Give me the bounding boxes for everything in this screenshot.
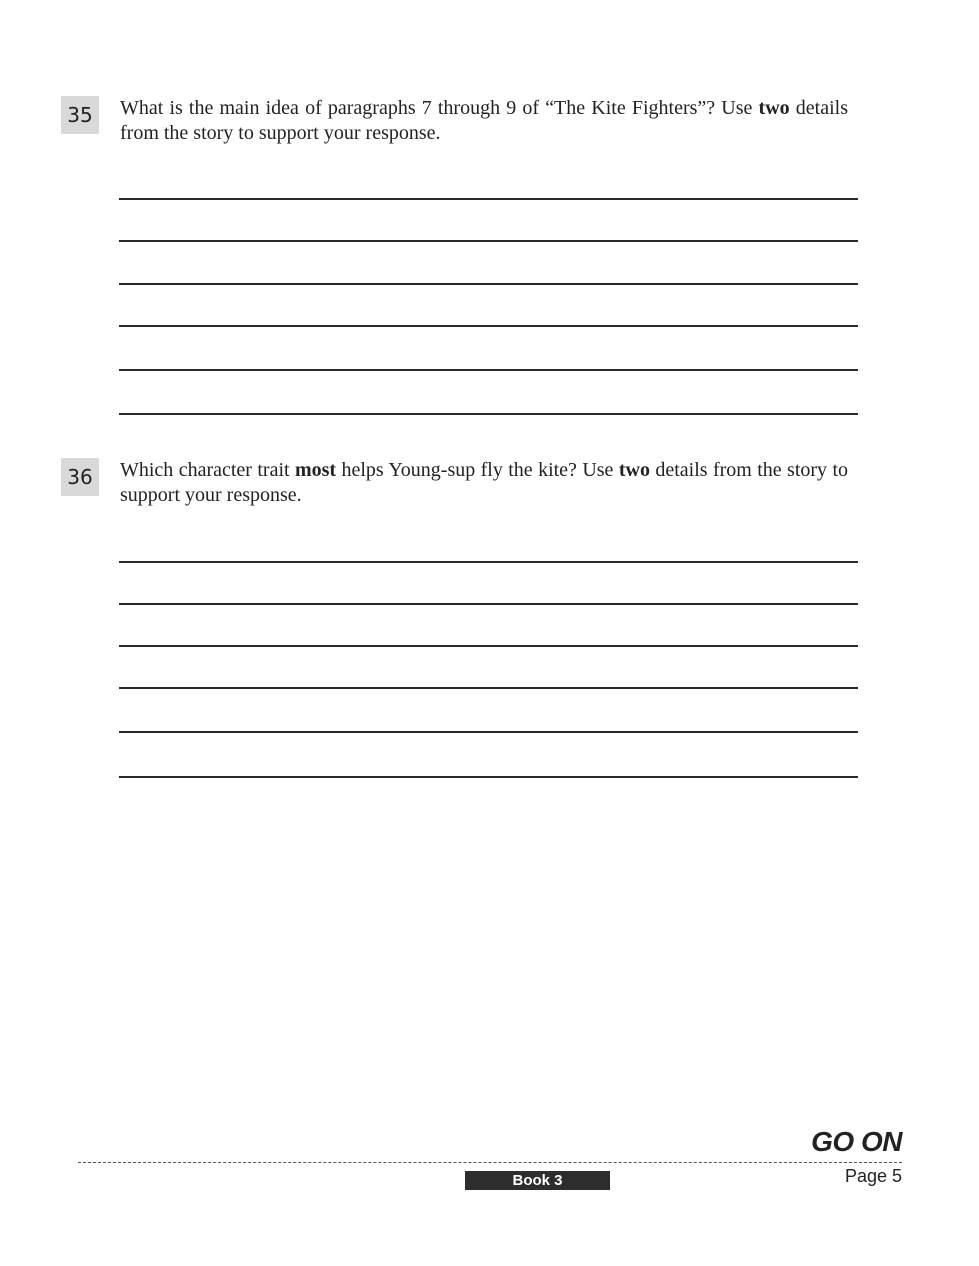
question-prompt (120, 96, 848, 146)
question-number: 36 (67, 465, 93, 489)
prompt-emphasis: two (758, 97, 790, 119)
answer-line[interactable] (119, 413, 858, 415)
answer-line[interactable] (119, 645, 858, 647)
prompt-text: details from the story to support your response. (120, 459, 849, 506)
question-prompt (120, 458, 848, 508)
answer-line[interactable] (119, 369, 858, 371)
prompt-text: details from the story to support your response. (120, 97, 848, 144)
prompt-text: What is the main idea of paragraphs 7 through 9 of “The Kite Fighters”? Use (120, 97, 759, 119)
answer-line[interactable] (119, 561, 858, 563)
book-label-text: Book 3 (512, 1172, 563, 1189)
book-label (465, 1171, 610, 1190)
question-number: 35 (67, 103, 93, 127)
answer-line[interactable] (119, 283, 858, 285)
answer-line[interactable] (119, 776, 858, 778)
question-number-badge (61, 96, 99, 134)
prompt-text: helps Young-sup fly the kite? Use (336, 459, 619, 481)
answer-line[interactable] (119, 198, 858, 200)
answer-line[interactable] (119, 731, 858, 733)
answer-line[interactable] (119, 603, 858, 605)
page-number: Page 5 (844, 1166, 902, 1186)
answer-line[interactable] (119, 240, 858, 242)
answer-line[interactable] (119, 687, 858, 689)
prompt-emphasis: most (294, 459, 337, 481)
question-number-badge (61, 458, 99, 496)
footer-divider (78, 1162, 902, 1163)
prompt-emphasis: two (618, 459, 650, 481)
go-on-label: GO ON (811, 1126, 902, 1157)
prompt-text: Which character trait (120, 459, 295, 481)
answer-line[interactable] (119, 325, 858, 327)
